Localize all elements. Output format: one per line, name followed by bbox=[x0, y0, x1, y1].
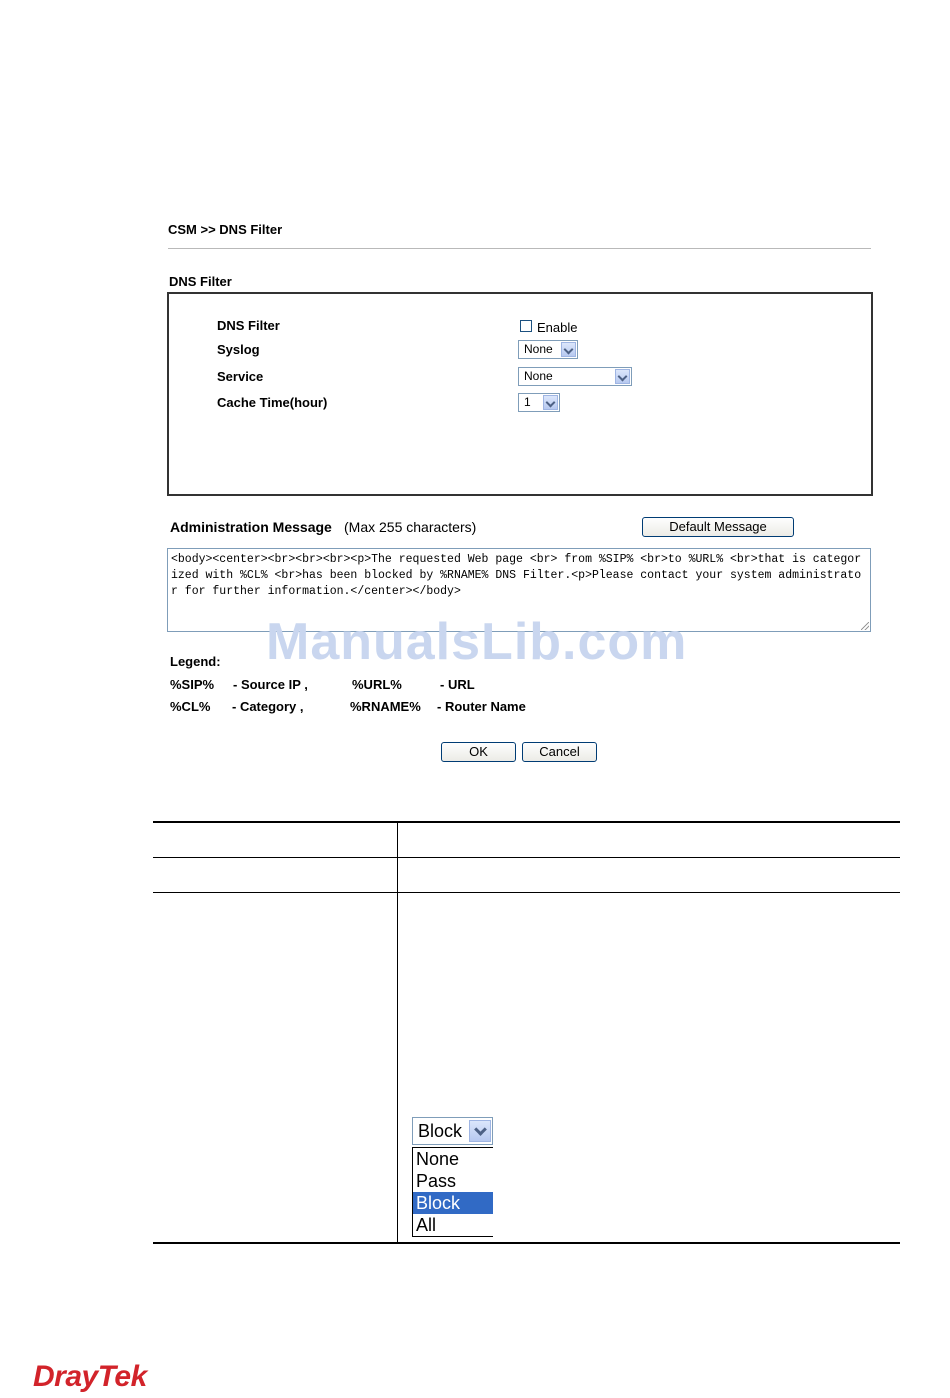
syslog-select[interactable] bbox=[518, 340, 578, 359]
section-title: DNS Filter bbox=[169, 274, 232, 289]
action-options-list bbox=[412, 1147, 493, 1237]
chevron-down-icon bbox=[543, 395, 558, 410]
table-top-rule bbox=[153, 821, 900, 823]
cache-time-label: Cache Time(hour) bbox=[217, 395, 328, 410]
chevron-down-icon bbox=[615, 369, 630, 384]
option-pass[interactable]: Pass bbox=[416, 1171, 457, 1191]
dns-filter-label: DNS Filter bbox=[217, 318, 280, 333]
resize-handle-icon[interactable] bbox=[861, 622, 869, 630]
action-selected-value: Block bbox=[418, 1121, 463, 1141]
syslog-value: None bbox=[524, 342, 553, 356]
cancel-button[interactable]: Cancel bbox=[522, 742, 597, 762]
enable-label: Enable bbox=[537, 320, 578, 335]
watermark: ManualsLib.com bbox=[266, 613, 688, 671]
service-select[interactable] bbox=[518, 367, 632, 386]
option-all[interactable]: All bbox=[416, 1215, 437, 1235]
legend-desc: - Router Name bbox=[437, 699, 526, 714]
syslog-label: Syslog bbox=[217, 342, 260, 357]
draytek-logo: DrayTek bbox=[33, 1360, 147, 1393]
admin-message-label: Administration Message bbox=[170, 519, 332, 535]
table-row-rule bbox=[153, 892, 900, 893]
table-bottom-rule bbox=[153, 1242, 900, 1244]
legend-key: %CL% bbox=[170, 699, 211, 714]
legend-desc: - Category , bbox=[232, 699, 304, 714]
legend-key: %RNAME% bbox=[350, 699, 421, 714]
legend-title: Legend: bbox=[170, 654, 221, 669]
admin-message-hint: (Max 255 characters) bbox=[344, 519, 477, 535]
service-value: None bbox=[524, 369, 553, 383]
divider bbox=[168, 248, 871, 249]
option-none[interactable]: None bbox=[416, 1149, 460, 1169]
breadcrumb: CSM >> DNS Filter bbox=[168, 222, 283, 237]
enable-checkbox[interactable] bbox=[520, 320, 532, 332]
legend-desc: - URL bbox=[440, 677, 475, 692]
table-row-rule bbox=[153, 857, 900, 858]
service-label: Service bbox=[217, 369, 264, 384]
action-select[interactable] bbox=[412, 1117, 493, 1145]
legend-key: %SIP% bbox=[170, 677, 215, 692]
option-block[interactable]: Block bbox=[413, 1192, 493, 1214]
chevron-down-icon bbox=[561, 342, 576, 357]
legend-key: %URL% bbox=[352, 677, 402, 692]
chevron-down-icon bbox=[469, 1120, 491, 1142]
legend-desc: - Source IP , bbox=[233, 677, 308, 692]
admin-message-text: <body><center><br><br><br><p>The requested Web page <br> from %SIP% <br>to %URL% <br>that is categorized with %CL% <br>has been blocked by %RNAME% DNS Filter.<p>Please contact your system administrator for further information.</center></body> bbox=[171, 553, 862, 598]
default-message-button[interactable]: Default Message bbox=[642, 517, 794, 537]
cache-time-select[interactable] bbox=[518, 393, 560, 412]
cache-time-value: 1 bbox=[524, 395, 531, 409]
ok-button[interactable]: OK bbox=[441, 742, 516, 762]
table-column-rule bbox=[397, 822, 398, 1243]
